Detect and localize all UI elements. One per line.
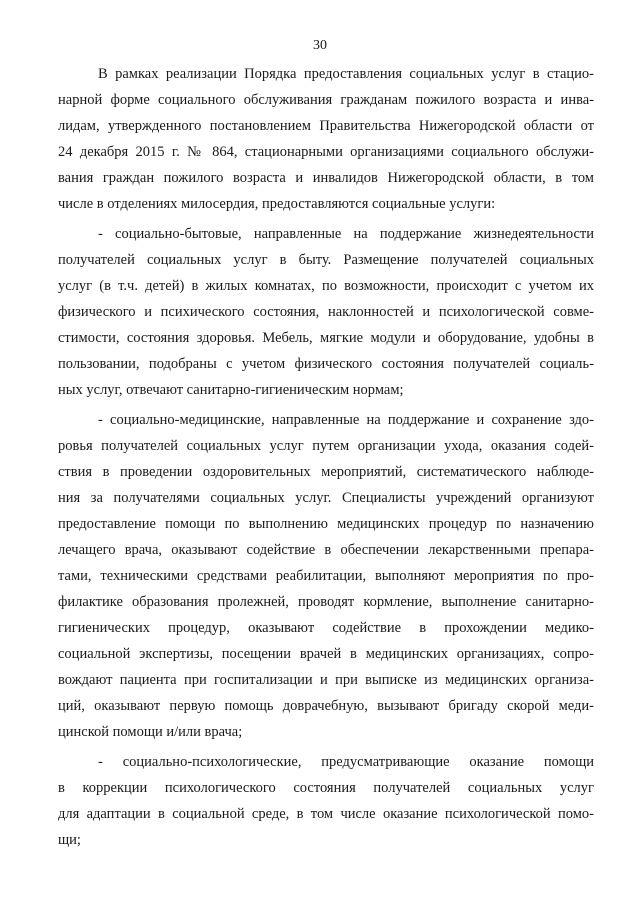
text-line: щи; <box>58 832 81 848</box>
text-line: числе в отделениях милосердия, предоставляются социальные услуги: <box>58 196 496 212</box>
page-number: 30 <box>313 38 327 53</box>
paragraph-intro <box>58 61 594 217</box>
text-line: В рамках реализации Порядка предоставления социальных услуг в стацио- <box>98 66 594 82</box>
text-line: услуг (в т.ч. детей) в жилых комнатах, по возможности, происходит с учетом их <box>58 278 594 294</box>
text-line: для адаптации в социальной среде, в том числе оказание психологической помо- <box>58 806 594 822</box>
text-line: лидам, утвержденного постановлением Правительства Нижегородской области от <box>58 118 594 134</box>
text-line: пользовании, подобраны с учетом физического состояния получателей социаль- <box>58 356 594 372</box>
paragraph-social-medical <box>58 407 594 745</box>
text-line: лечащего врача, оказывают содействие в обеспечении лекарственными препара- <box>58 542 594 558</box>
text-line: ций, оказывают первую помощь доврачебную, вызывают бригаду скорой меди- <box>58 698 594 714</box>
text-line: тами, техническими средствами реабилитации, выполняют мероприятия по про- <box>58 568 594 584</box>
text-line: ствия в проведении оздоровительных мероприятий, систематического наблюде- <box>58 464 594 480</box>
text-line: предоставление помощи по выполнению медицинских процедур по назначению <box>58 516 594 532</box>
text-line: 24 декабря 2015 г. № 864, стационарными организациями социального обслужи- <box>58 144 594 160</box>
text-line: ных услуг, отвечают санитарно-гигиеническим нормам; <box>58 382 404 398</box>
document-body <box>58 61 594 857</box>
text-line: в коррекции психологического состояния получателей социальных услуг <box>58 780 594 796</box>
paragraph-social-psychological <box>58 749 594 853</box>
text-line: - социально-психологические, предусматривающие оказание помощи <box>98 754 594 770</box>
text-line: вождают пациента при госпитализации и при выписке из медицинских организа- <box>58 672 594 688</box>
text-line: филактике образования пролежней, проводят кормление, выполнение санитарно- <box>58 594 594 610</box>
text-line: ровья получателей социальных услуг путем организации ухода, оказания содей- <box>58 438 594 454</box>
text-line: нарной форме социального обслуживания гражданам пожилого возраста и инва- <box>58 92 594 108</box>
text-line: физического и психического состояния, наклонностей и психологической совме- <box>58 304 594 320</box>
text-line: вания граждан пожилого возраста и инвалидов Нижегородской области, в том <box>58 170 594 186</box>
text-line: социальной экспертизы, посещении врачей в медицинских организациях, сопро- <box>58 646 594 662</box>
paragraph-social-household <box>58 221 594 403</box>
text-line: стимости, состояния здоровья. Мебель, мягкие модули и оборудование, удобны в <box>58 330 594 346</box>
text-line: - социально-медицинские, направленные на поддержание и сохранение здо- <box>98 412 594 428</box>
text-line: получателей социальных услуг в быту. Размещение получателей социальных <box>58 252 594 268</box>
text-line: ния за получателями социальных услуг. Специалисты учреждений организуют <box>58 490 594 506</box>
text-line: гигиенических процедур, оказывают содействие в прохождении медико- <box>58 620 594 636</box>
text-line: - социально-бытовые, направленные на поддержание жизнедеятельности <box>98 226 594 242</box>
text-line: цинской помощи и/или врача; <box>58 724 243 740</box>
